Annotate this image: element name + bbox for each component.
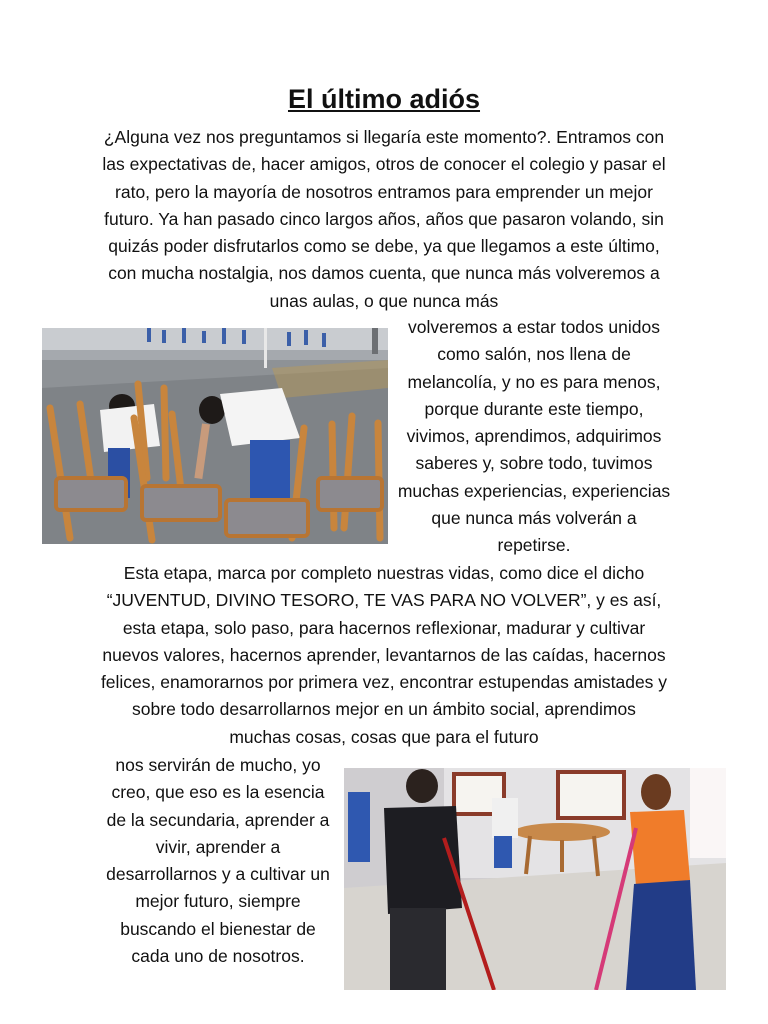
paragraph-side: volveremos a estar todos unidos como salón, nos llena de melancolía, y no es para menos, porque durante este tiempo, vivimos, aprendimos, adquirimos saberes y, sobre todo, tuvimos muchas experiencias, experiencias que nunca más volverán a repetirse.	[397, 317, 671, 556]
paragraph-closing: nos servirán de mucho, yo creo, que eso es la esencia de la secundaria, aprender a vivir, aprender a desarrollarnos y a cultivar un mejor futuro, siempre buscando el bienestar de cada uno de nosotros.	[106, 755, 330, 967]
page-title: El último adiós	[287, 84, 481, 114]
paragraph-body: Esta etapa, marca por completo nuestras vidas, como dice el dicho “JUVENTUD, DIVINO TESORO, TE VAS PARA NO VOLVER”, y es así, esta etapa, solo paso, para hacernos reflexionar, madurar y cultivar nuevos valores, hacernos aprender, levantarnos de las caídas, hacernos felices, enamorarnos por primera vez, encontrar estupendas amistades y sobre todo desarrollarnos mejor en un ámbito social, aprendimos muchas cosas, cosas que para el futuro	[100, 563, 668, 747]
photo-classroom-cleaning	[344, 768, 726, 990]
paragraph-intro: ¿Alguna vez nos preguntamos si llegaría este momento?. Entramos con las expectativas de, hacer amigos, otros de conocer el colegio y pasar el rato, pero la mayoría de nosotros entramos para emprender un mejor futuro. Ya han pasado cinco largos años, años que pasaron volando, sin quizás poder disfrutarlos como se debe, ya que llegamos a este último, con mucha nostalgia, nos damos cuenta, que nunca más volveremos a unas aulas, o que nunca más	[102, 127, 666, 311]
photo-students-chairs	[42, 328, 388, 544]
